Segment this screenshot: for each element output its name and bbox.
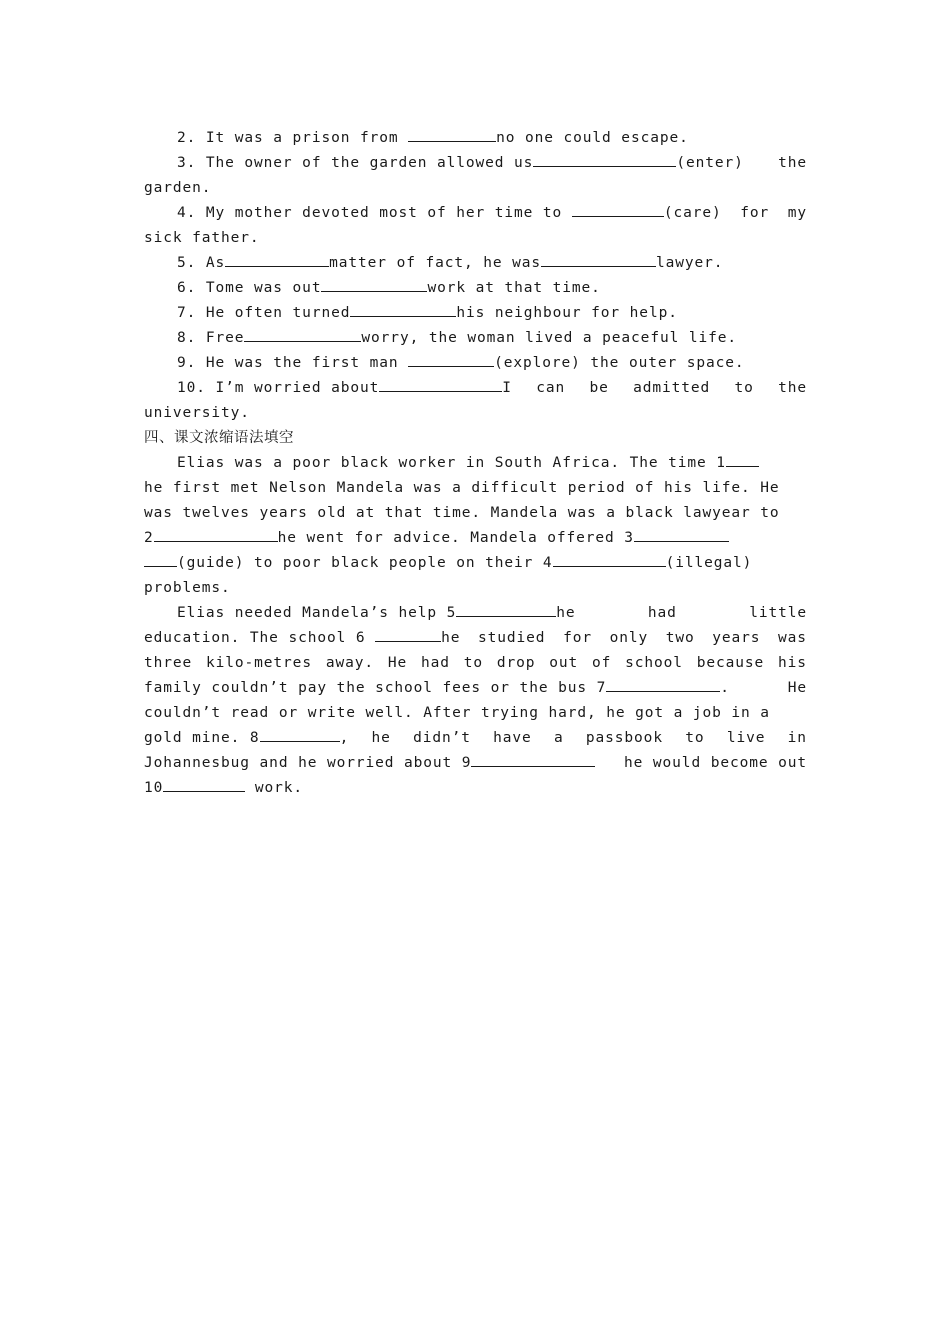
passage-text: because <box>696 655 765 671</box>
question-text: the <box>778 155 807 171</box>
paragraph-2-line-3 <box>144 651 807 676</box>
passage-text: he went for advice. Mandela offered 3 <box>277 530 634 546</box>
question-text: I <box>502 380 512 396</box>
question-text: (explore) the outer space. <box>494 355 745 371</box>
passage-text: drop <box>496 655 536 671</box>
paragraph-1-line-3 <box>144 501 807 526</box>
paragraph-1-line-1 <box>144 451 807 476</box>
passage-text: He <box>387 655 408 671</box>
question-5 <box>144 251 807 276</box>
question-text: 5. As <box>177 255 226 271</box>
answer-blank-continued[interactable] <box>144 551 177 567</box>
answer-blank[interactable] <box>634 526 729 542</box>
question-4-continued <box>144 226 807 251</box>
answer-blank[interactable] <box>379 376 502 392</box>
passage-text: to <box>685 730 705 746</box>
question-text: 3. The owner of the garden allowed us <box>177 155 534 171</box>
question-text: 2. It was a prison from <box>177 130 399 146</box>
question-8 <box>144 326 807 351</box>
paragraph-2-line-4 <box>144 676 807 701</box>
question-text: be <box>589 380 609 396</box>
answer-blank[interactable] <box>553 551 666 567</box>
question-text: university. <box>144 405 250 421</box>
answer-blank[interactable] <box>572 201 664 217</box>
passage-text: in <box>787 730 807 746</box>
passage-text: little <box>749 605 807 621</box>
worksheet-page <box>144 126 807 801</box>
answer-blank[interactable] <box>225 251 329 267</box>
section-heading: 四、课文浓缩语法填空 <box>144 430 294 446</box>
question-text: lawyer. <box>656 255 724 271</box>
answer-blank[interactable] <box>350 301 456 317</box>
passage-text: studied <box>478 630 546 646</box>
passage-text: years <box>712 630 761 646</box>
question-text: work at that time. <box>427 280 601 296</box>
question-text: my <box>787 205 807 221</box>
passage-text: . <box>720 680 730 696</box>
passage-text: had <box>647 605 677 621</box>
answer-blank[interactable] <box>163 776 245 792</box>
answer-blank[interactable] <box>726 451 759 467</box>
passage-text: have <box>493 730 532 746</box>
question-7 <box>144 301 807 326</box>
question-text: 6. Tome was out <box>177 280 322 296</box>
passage-text: Elias was a poor black worker in South Africa. The time 1 <box>177 455 726 471</box>
passage-text: passbook <box>585 730 663 746</box>
paragraph-2-line-8 <box>144 776 807 801</box>
question-text: can <box>536 380 566 396</box>
passage-text: to <box>463 655 483 671</box>
paragraph-2-line-6 <box>144 726 807 751</box>
passage-text: three <box>144 655 193 671</box>
answer-blank[interactable] <box>244 326 361 342</box>
question-text: admitted <box>633 380 711 396</box>
question-hint: (enter) <box>676 155 744 171</box>
question-text: no one could escape. <box>496 130 689 146</box>
passage-text: school <box>625 655 683 671</box>
question-6 <box>144 276 807 301</box>
question-text: 9. He was the first man <box>177 355 399 371</box>
question-text: for <box>740 205 770 221</box>
paragraph-1-line-5 <box>144 551 807 576</box>
question-4 <box>144 201 807 226</box>
passage-text: two <box>665 630 695 646</box>
answer-blank[interactable] <box>408 126 496 142</box>
paragraph-2-line-7 <box>144 751 807 776</box>
passage-text: problems. <box>144 580 231 596</box>
answer-blank[interactable] <box>154 526 278 542</box>
passage-text: for <box>563 630 592 646</box>
paragraph-2-line-1 <box>144 601 807 626</box>
passage-text: he <box>556 605 576 621</box>
passage-text: he first met Nelson Mandela was a difficult period of his life. He <box>144 480 780 496</box>
passage-text: only <box>609 630 649 646</box>
question-text: the <box>778 380 807 396</box>
question-text: garden. <box>144 180 212 196</box>
passage-text: out <box>549 655 579 671</box>
paragraph-2-line-5 <box>144 701 807 726</box>
answer-blank[interactable] <box>471 751 595 767</box>
passage-text: his <box>778 655 807 671</box>
passage-text: , <box>339 730 350 746</box>
passage-text: was twelves years old at that time. Mandela was a black lawyear to <box>144 505 780 521</box>
answer-blank[interactable] <box>408 351 494 367</box>
answer-blank[interactable] <box>260 726 340 742</box>
passage-text: live <box>726 730 766 746</box>
question-text: 8. Free <box>177 330 245 346</box>
question-text: sick father. <box>144 230 260 246</box>
passage-text: was <box>778 630 807 646</box>
passage-text: (illegal) <box>665 555 753 571</box>
passage-text: he <box>441 630 461 646</box>
question-10-continued <box>144 401 807 426</box>
passage-text: he would become out <box>624 755 807 771</box>
passage-text: a <box>553 730 564 746</box>
answer-blank[interactable] <box>456 601 556 617</box>
question-text: 7. He often turned <box>177 305 351 321</box>
paragraph-2-line-2 <box>144 626 807 651</box>
passage-text: had <box>420 655 450 671</box>
passage-text: Johannesbug and he worried about 9 <box>144 755 472 771</box>
passage-text: away. <box>325 655 374 671</box>
paragraph-1-line-4 <box>144 526 807 551</box>
answer-blank[interactable] <box>321 276 427 292</box>
question-10 <box>144 376 807 401</box>
question-9 <box>144 351 807 376</box>
passage-text: work. <box>254 780 304 796</box>
passage-text: family couldn’t pay the school fees or the bus 7 <box>144 680 607 696</box>
passage-text: (guide) to poor black people on their 4 <box>177 555 553 571</box>
question-3-continued <box>144 176 807 201</box>
question-3 <box>144 151 807 176</box>
passage-text: He <box>787 680 807 696</box>
passage-text: Elias needed Mandela’s help 5 <box>177 605 457 621</box>
question-text: worry, the woman lived a peaceful life. <box>361 330 737 346</box>
passage-text: couldn’t read or write well. After trying hard, he got a job in a <box>144 705 770 721</box>
answer-blank[interactable] <box>541 251 656 267</box>
question-text: his neighbour for help. <box>456 305 678 321</box>
passage-text: 2 <box>144 530 154 546</box>
paragraph-1-line-6 <box>144 576 807 601</box>
passage-text: gold mine. 8 <box>144 730 260 746</box>
paragraph-1-line-2 <box>144 476 807 501</box>
answer-blank[interactable] <box>533 151 676 167</box>
question-2 <box>144 126 807 151</box>
passage-text: kilo-metres <box>206 655 312 671</box>
question-text: matter of fact, he was <box>329 255 542 271</box>
passage-text: he <box>371 730 391 746</box>
passage-text: of <box>591 655 612 671</box>
question-text: to <box>734 380 754 396</box>
passage-text: didn’t <box>413 730 471 746</box>
passage-text: education. The school 6 <box>144 630 366 646</box>
answer-blank[interactable] <box>606 676 720 692</box>
question-text: 4. My mother devoted most of her time to <box>177 205 563 221</box>
answer-blank[interactable] <box>375 626 441 642</box>
passage-text: 10 <box>144 780 164 796</box>
question-text: 10. I’m worried about <box>177 380 380 396</box>
question-hint: (care) <box>663 205 722 221</box>
